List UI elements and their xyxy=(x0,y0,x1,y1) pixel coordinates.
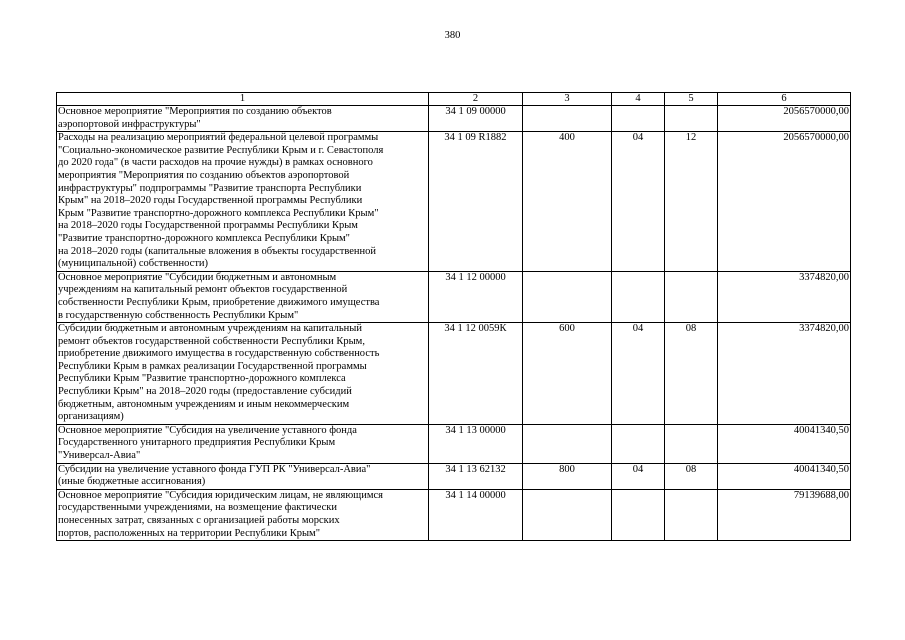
column-header-3: 3 xyxy=(523,93,612,106)
row-subsection: 08 xyxy=(665,323,718,425)
row-subsection: 08 xyxy=(665,463,718,489)
row-subsection xyxy=(665,424,718,463)
row-expense-type xyxy=(523,106,612,132)
table-row xyxy=(57,424,851,463)
row-amount: 40041340,50 xyxy=(718,424,851,463)
row-expense-type: 400 xyxy=(523,132,612,272)
row-description: Основное мероприятие "Субсидия на увеличение уставного фонда Государственного унитарного предприятия Республики Крым "Универсал-Авиа" xyxy=(57,424,429,463)
row-expense-type xyxy=(523,271,612,322)
column-header-2: 2 xyxy=(429,93,523,106)
column-header-4: 4 xyxy=(612,93,665,106)
row-description: Расходы на реализацию мероприятий федеральной целевой программы "Социально-экономическое развитие Республики Крым и г. Севастополя до 2020 года" (в части расходов на прочие нужды) в рамках основного мероприятия "Мероприятия по созданию объектов аэропортовой инфраструктуры" подпрограммы "Развитие транспорта Республики Крым" на 2018–2020 годы Государственной программы Республики Крым "Развитие транспортно-дорожного комплекса Республики Крым" на 2018–2020 годы Государственной программы Республики Крым "Развитие транспортно-дорожного комплекса Республики Крым" на 2018–2020 годы (капитальные вложения в объекты государственной (муниципальной) собственности) xyxy=(57,132,429,272)
row-amount: 79139688,00 xyxy=(718,489,851,540)
table-row xyxy=(57,132,851,272)
table-row xyxy=(57,271,851,322)
row-target-code: 34 1 12 00000 xyxy=(429,271,523,322)
row-section: 04 xyxy=(612,132,665,272)
table-row xyxy=(57,323,851,425)
row-amount: 3374820,00 xyxy=(718,323,851,425)
row-subsection: 12 xyxy=(665,132,718,272)
row-amount: 40041340,50 xyxy=(718,463,851,489)
row-description: Основное мероприятие "Субсидии бюджетным и автономным учреждениям на капитальный ремонт объектов государственной собственности Республики Крым, приобретение движимого имущества в государственную собственность Республики Крым" xyxy=(57,271,429,322)
row-section xyxy=(612,106,665,132)
row-subsection xyxy=(665,271,718,322)
row-target-code: 34 1 09 R1882 xyxy=(429,132,523,272)
row-description: Основное мероприятие "Мероприятия по созданию объектов аэропортовой инфраструктуры" xyxy=(57,106,429,132)
row-description: Субсидии на увеличение уставного фонда ГУП РК "Универсал-Авиа" (иные бюджетные ассигнования) xyxy=(57,463,429,489)
row-target-code: 34 1 13 62132 xyxy=(429,463,523,489)
row-expense-type xyxy=(523,424,612,463)
row-section xyxy=(612,271,665,322)
row-section: 04 xyxy=(612,463,665,489)
row-target-code: 34 1 12 0059К xyxy=(429,323,523,425)
table-row xyxy=(57,106,851,132)
row-amount: 2056570000,00 xyxy=(718,106,851,132)
row-amount: 2056570000,00 xyxy=(718,132,851,272)
row-section: 04 xyxy=(612,323,665,425)
budget-table xyxy=(56,92,851,541)
column-header-1: 1 xyxy=(57,93,429,106)
column-header-5: 5 xyxy=(665,93,718,106)
row-description: Основное мероприятие "Субсидия юридическим лицам, не являющимся государственными учреждениями, на возмещение фактически понесенных затрат, связанных с организацией работы морских портов, расположенных на территории Республики Крым" xyxy=(57,489,429,540)
row-expense-type xyxy=(523,489,612,540)
row-description: Субсидии бюджетным и автономным учреждениям на капитальный ремонт объектов государственной собственности Республики Крым, приобретение движимого имущества в государственную собственность Республики Крым в рамках реализации Государственной программы Республики Крым "Развитие транспортно-дорожного комплекса Республики Крым" на 2018–2020 годы (предоставление субсидий бюджетным, автономным учреждениям и иным некоммерческим организациям) xyxy=(57,323,429,425)
table-row xyxy=(57,463,851,489)
header-row xyxy=(57,93,851,106)
row-subsection xyxy=(665,489,718,540)
row-section xyxy=(612,424,665,463)
row-expense-type: 800 xyxy=(523,463,612,489)
row-section xyxy=(612,489,665,540)
row-amount: 3374820,00 xyxy=(718,271,851,322)
row-target-code: 34 1 13 00000 xyxy=(429,424,523,463)
page-number: 380 xyxy=(444,30,461,41)
row-target-code: 34 1 14 00000 xyxy=(429,489,523,540)
row-expense-type: 600 xyxy=(523,323,612,425)
table-row xyxy=(57,489,851,540)
row-target-code: 34 1 09 00000 xyxy=(429,106,523,132)
column-header-6: 6 xyxy=(718,93,851,106)
row-subsection xyxy=(665,106,718,132)
